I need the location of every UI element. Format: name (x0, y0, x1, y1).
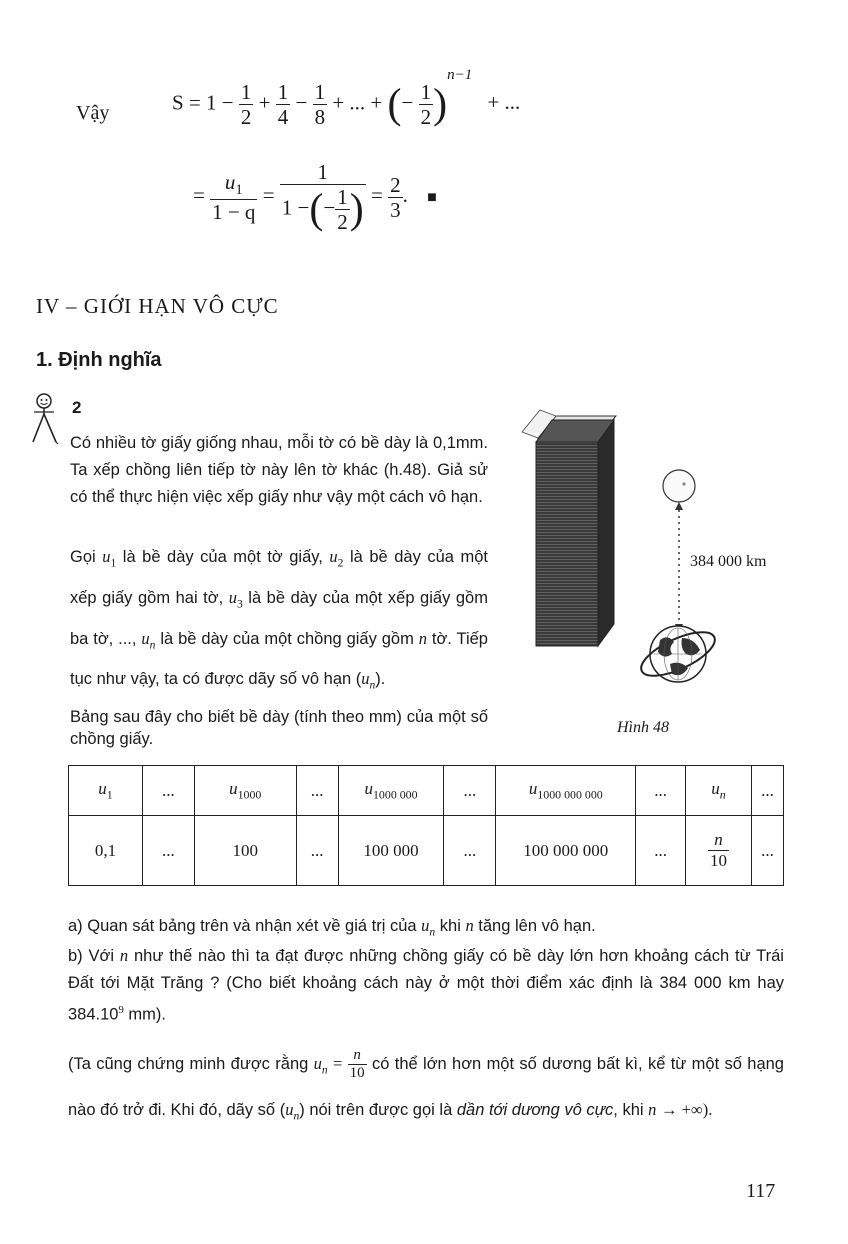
activity-paragraph-1: Có nhiều tờ giấy giống nhau, mỗi tờ có bề dày là 0,1mm. Ta xếp chồng liên tiếp tờ này lên tờ khác (h.48). Giả sử có thể thực hiện việc xếp giấy như vậy một cách vô hạn. (70, 434, 488, 506)
figure-caption: Hình 48 (617, 719, 669, 736)
activity-paragraph-3: Bảng sau đây cho biết bề dày (tính theo mm) của một số chồng giấy. (70, 708, 488, 748)
table-value-cell: 100 000 000 (496, 816, 636, 886)
table-header-cell: ... (142, 766, 194, 816)
table-header-cell: $u_{1000 000 000}$ (496, 766, 636, 816)
paper-stack-icon (522, 410, 616, 646)
table-header-cell: $u_{1000}$ (194, 766, 296, 816)
table-value-cell: $\frac{n}{10}$ (686, 816, 752, 886)
activity-number: 2 (72, 398, 82, 417)
section-title: IV – GIỚI HẠN VÔ CỰC (36, 294, 279, 318)
earth-icon (635, 624, 720, 685)
figure-paper-stack-earth-moon (518, 402, 738, 702)
table-header-cell: ... (444, 766, 496, 816)
moon-icon (663, 470, 695, 502)
question-b: b) Với n như thế nào thì ta đạt được những chồng giấy có bề dày lớn hơn khoảng cách từ Trái Đất tới Mặt Trăng ? (Cho biết khoảng cách này ở một thời điểm xác định là 384 000 km hay 384.10$^9$ mm). (68, 946, 784, 1024)
table-value-cell: 100 000 (338, 816, 444, 886)
table-value-cell: ... (636, 816, 686, 886)
note-paragraph: (Ta cũng chứng minh được rằng $u_n$ = $\frac{n}{10}$ có thể lớn hơn một số dương bất kì, kể từ một số hạng nào đó trở đi. Khi đó, dãy số $(u_n)$ nói trên được gọi là dần tới dương vô cực, khi n → +∞). (68, 1046, 784, 1123)
thickness-table (68, 765, 784, 886)
table-header-cell: $u_1$ (69, 766, 143, 816)
table-value-cell: 0,1 (69, 816, 143, 886)
table-header-row (69, 766, 784, 816)
formula-line-2: = $\frac{u_1}{1 - q}$ = 1 1 −(− $\frac{1}{2}$ ) = $\frac{2}{3}$ . ■ (193, 160, 437, 235)
table-value-cell: ... (444, 816, 496, 886)
table-header-cell: $u_{1000 000}$ (338, 766, 444, 816)
table-value-cell: ... (142, 816, 194, 886)
table-header-cell: ... (751, 766, 783, 816)
activity-compass-icon (30, 392, 72, 448)
activity-paragraph-2: Gọi $u_1$ là bề dày của một tờ giấy, $u_2$ là bề dày của một xếp giấy gồm hai tờ, $u_3$ là bề dày của một xếp giấy gồm ba tờ, ..., $u_n$ là bề dày của một chồng giấy gồm n tờ. Tiếp tục như vậy, ta có được dãy số vô hạn $(u_n)$. (70, 547, 488, 692)
table-value-row (69, 816, 784, 886)
table-value-cell: 100 (194, 816, 296, 886)
question-a: a) Quan sát bảng trên và nhận xét về giá trị của $u_n$ khi n tăng lên vô hạn. (68, 916, 596, 939)
subsection-title: 1. Định nghĩa (36, 349, 162, 371)
formula-lead: Vậy (76, 102, 110, 124)
qed-mark: ■ (427, 189, 437, 207)
page-number: 117 (746, 1180, 776, 1202)
formula-line-1: S = 1 − $\frac{1}{2}$ + $\frac{1}{4}$ − $\frac{1}{8}$ + ... + (− $\frac{1}{2}$ )$^{n-1}$ + ... (172, 67, 521, 130)
table-header-cell: ... (636, 766, 686, 816)
table-value-cell: ... (751, 816, 783, 886)
table-value-cell: ... (296, 816, 338, 886)
distance-label: 384 000 km (690, 553, 767, 570)
table-header-cell: ... (296, 766, 338, 816)
table-header-cell: $u_n$ (686, 766, 752, 816)
